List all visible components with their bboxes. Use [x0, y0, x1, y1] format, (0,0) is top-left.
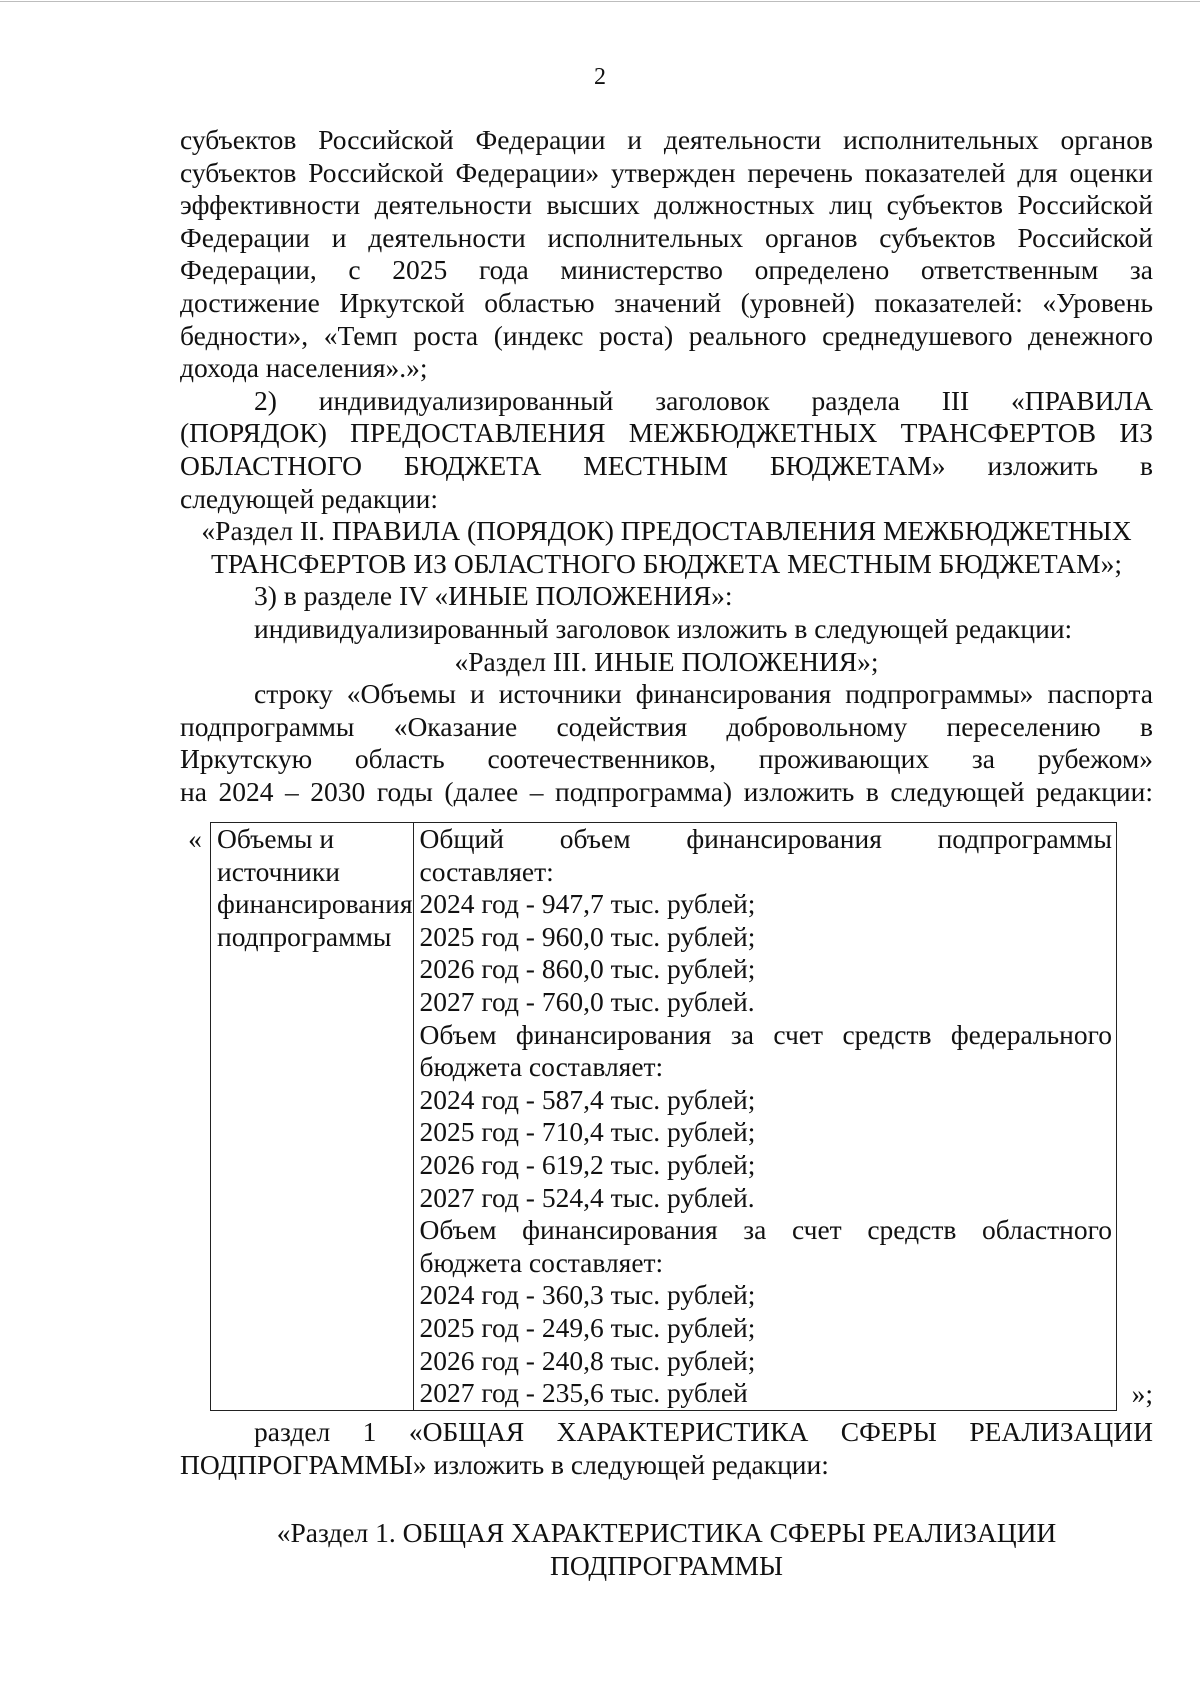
quoted-section-title: «Раздел II. ПРАВИЛА (ПОРЯДОК) ПРЕДОСТАВЛЕНИЯ МЕЖБЮДЖЕТНЫХ [201, 515, 1132, 547]
value-line: 2026 год - 619,2 тыс. рублей; [419, 1148, 756, 1180]
text-line: субъектов Российской Федерации и деятельности исполнительных органов [180, 124, 1153, 155]
close-quote: »; [1131, 1377, 1153, 1409]
value-line: 2027 год - 235,6 тыс. рублей [419, 1377, 748, 1409]
value-line: 2025 год - 960,0 тыс. рублей; [419, 920, 756, 952]
table-value-cell [413, 823, 1116, 1411]
value-line: 2026 год - 240,8 тыс. рублей; [419, 1344, 756, 1376]
section-1-intro-line: раздел 1 «ОБЩАЯ ХАРАКТЕРИСТИКА СФЕРЫ РЕАЛИЗАЦИИ [254, 1416, 1153, 1447]
text-line: субъектов Российской Федерации» утвержден перечень показателей для оценки [180, 156, 1153, 188]
section-1-block [180, 1416, 1153, 1582]
value-line: 2024 год - 587,4 тыс. рублей; [419, 1083, 756, 1115]
value-line: бюджета составляет: [419, 1246, 664, 1278]
label-line: источники [217, 855, 340, 887]
value-line: 2027 год - 524,4 тыс. рублей. [419, 1181, 755, 1213]
passport-table-block [180, 822, 1153, 1411]
text-line: Федерации и деятельности исполнительных органов субъектов Российской [180, 221, 1153, 253]
passport-intro-line: строку «Объемы и источники финансирования подпрограммы» паспорта [254, 678, 1153, 710]
passport-intro-line: подпрограммы «Оказание содействия добровольному переселению в [180, 710, 1153, 742]
item-2-line: 2) индивидуализированный заголовок раздела III «ПРАВИЛА [254, 384, 1153, 416]
value-line: 2026 год - 860,0 тыс. рублей; [419, 953, 756, 985]
open-quote: « [188, 822, 202, 854]
text-line: эффективности деятельности высших должностных лиц субъектов Российской [180, 189, 1153, 221]
text-line: бедности», «Темп роста (индекс роста) реального среднедушевого денежного [180, 319, 1153, 351]
value-line: 2025 год - 710,4 тыс. рублей; [419, 1116, 756, 1148]
value-line: Общий объем финансирования подпрограммы [419, 823, 1112, 854]
table-label-cell [211, 823, 414, 1411]
text-line: Федерации, с 2025 года министерство определено ответственным за [180, 254, 1153, 286]
value-line: 2024 год - 947,7 тыс. рублей; [419, 888, 756, 920]
item-3-line: 3) в разделе IV «ИНЫЕ ПОЛОЖЕНИЯ»: [254, 580, 733, 612]
passport-intro-line: на 2024 – 2030 годы (далее – подпрограмма) изложить в следующей редакции: [180, 775, 1153, 807]
label-line: подпрограммы [217, 920, 392, 952]
quoted-section-title: «Раздел III. ИНЫЕ ПОЛОЖЕНИЯ»; [454, 645, 879, 677]
value-line: бюджета составляет: [419, 1051, 664, 1083]
section-1-intro-line: ПОДПРОГРАММЫ» изложить в следующей редакции: [180, 1448, 829, 1480]
value-line: 2024 год - 360,3 тыс. рублей; [419, 1279, 756, 1311]
passport-table [180, 822, 1153, 1411]
label-line: финансирования [217, 888, 413, 920]
label-line: Объемы и [217, 823, 335, 854]
page-edge [0, 1, 1200, 2]
value-line: Объем финансирования за счет средств областного [419, 1214, 1112, 1246]
item-3-line: индивидуализированный заголовок изложить в следующей редакции: [254, 612, 1073, 644]
quoted-section-title: ТРАНСФЕРТОВ ИЗ ОБЛАСТНОГО БЮДЖЕТА МЕСТНЫМ БЮДЖЕТАМ»; [211, 547, 1122, 579]
section-1-heading: «Раздел 1. ОБЩАЯ ХАРАКТЕРИСТИКА СФЕРЫ РЕАЛИЗАЦИИ [276, 1517, 1057, 1549]
value-line: 2025 год - 249,6 тыс. рублей; [419, 1311, 756, 1343]
section-1-heading: ПОДПРОГРАММЫ [550, 1549, 783, 1581]
text-line: дохода населения».»; [180, 352, 428, 384]
value-line: Объем финансирования за счет средств федерального [419, 1018, 1112, 1050]
value-line: составляет: [419, 855, 554, 887]
document-body [180, 124, 1153, 808]
item-2-line: ОБЛАСТНОГО БЮДЖЕТА МЕСТНЫМ БЮДЖЕТАМ» изложить в [180, 449, 1153, 481]
item-2-line: (ПОРЯДОК) ПРЕДОСТАВЛЕНИЯ МЕЖБЮДЖЕТНЫХ ТРАНСФЕРТОВ ИЗ [180, 417, 1153, 449]
item-2-line: следующей редакции: [180, 482, 438, 514]
page-number: 2 [594, 64, 606, 90]
passport-intro-line: Иркутскую область соотечественников, проживающих за рубежом» [180, 743, 1153, 775]
value-line: 2027 год - 760,0 тыс. рублей. [419, 985, 755, 1017]
text-line: достижение Иркутской областью значений (уровней) показателей: «Уровень [180, 286, 1153, 318]
